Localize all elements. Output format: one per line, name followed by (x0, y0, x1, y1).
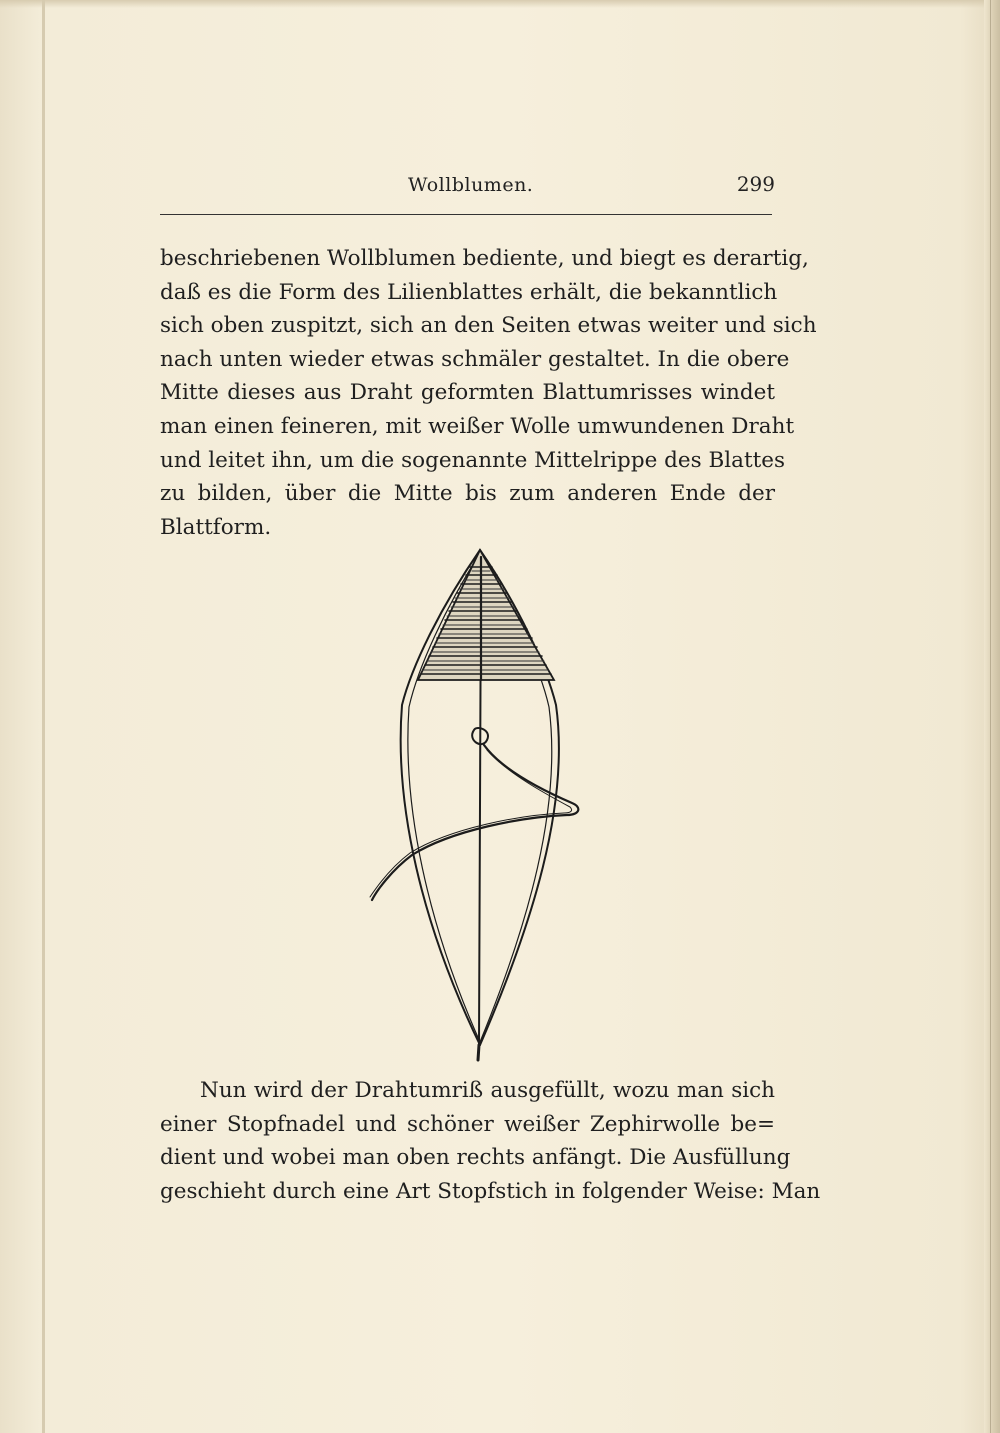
text-line: daß es die Form des Lilienblattes erhält, die bekanntlich (160, 279, 778, 305)
text-line: Nun wird der Drahtumriß ausgefüllt, wozu man sich (200, 1078, 775, 1103)
page-stack-edge (984, 0, 1000, 1433)
text-line: beschriebenen Wollblumen bediente, und biegt es derartig, (160, 246, 809, 271)
running-head (160, 172, 775, 206)
text-line: Mitte dieses aus Draht geformten Blattumrisses windet (160, 380, 775, 406)
binding-edge (42, 0, 45, 1433)
page-top-edge (0, 0, 1000, 8)
text-line: einer Stopfnadel und schöner weißer Zephirwolle be= (160, 1111, 775, 1137)
lily-leaf-wire-illustration (332, 545, 602, 1065)
text-line: Blattform. (160, 514, 272, 540)
paragraph-1 (160, 242, 817, 544)
text-line: geschieht durch eine Art Stopfstich in folgender Weise: Man (160, 1178, 821, 1204)
page-number: 299 (736, 172, 775, 196)
text-line: dient und wobei man oben rechts anfängt. Die Ausfüllung (160, 1145, 791, 1171)
text-line: und leitet ihn, um die sogenannte Mittelrippe des Blattes (160, 447, 786, 473)
text-line: zu bilden, über die Mitte bis zum anderen Ende der (160, 481, 775, 507)
text-line: sich oben zuspitzt, sich an den Seiten etwas weiter und sich (160, 313, 817, 339)
text-line: man einen feineren, mit weißer Wolle umwundenen Draht (160, 413, 795, 439)
paragraph-2 (160, 1074, 821, 1208)
header-rule (160, 214, 772, 215)
running-title: Wollblumen. (408, 174, 534, 196)
text-line: nach unten wieder etwas schmäler gestaltet. In die obere (160, 346, 790, 372)
wool-strand (372, 745, 578, 900)
